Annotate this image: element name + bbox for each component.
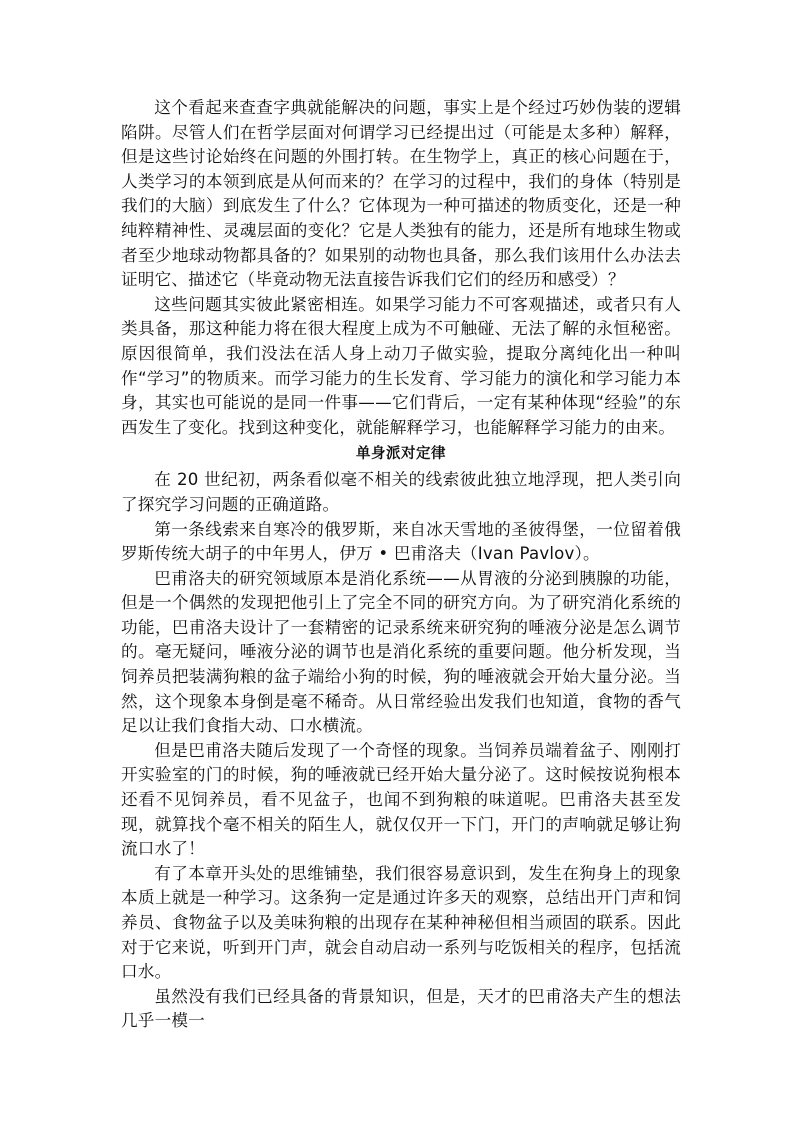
paragraph: 但是巴甫洛夫随后发现了一个奇怪的现象。当饲养员端着盆子、刚刚打开实验室的门的时候，狗的唾液就已经开始大量分泌了。这时候按说狗根本还看不见饲养员，看不见盆子，也闻不到狗粮的味道呢。巴甫洛夫甚至发现，就算找个毫不相关的陌生人，就仅仅开一下门，开门的声响就足够让狗流口水了！ [121, 740, 681, 859]
paragraph: 这些问题其实彼此紧密相连。如果学习能力不可客观描述，或者只有人类具备，那这种能力将在很大程度上成为不可触碰、无法了解的永恒秘密。原因很简单，我们没法在活人身上动刀子做实验，提取分离纯化出一种叫作“学习”的物质来。而学习能力的生长发育、学习能力的演化和学习能力本身，其实也可能说的是同一件事——它们背后，一定有某种体现“经验”的东西发生了变化。找到这种变化，就能解释学习，也能解释学习能力的由来。 [121, 294, 681, 437]
document-body [121, 96, 681, 1034]
paragraph: 第一条线索来自寒冷的俄罗斯，来自冰天雪地的圣彼得堡，一位留着俄罗斯传统大胡子的中年男人，伊万 • 巴甫洛夫（Ivan Pavlov）。 [121, 519, 681, 564]
paragraph: 在 20 世纪初，两条看似毫不相关的线索彼此独立地浮现，把人类引向了探究学习问题的正确道路。 [121, 470, 681, 514]
section-heading: 单身派对定律 [356, 446, 446, 463]
paragraph: 虽然没有我们已经具备的背景知识，但是，天才的巴甫洛夫产生的想法几乎一模一 [121, 986, 681, 1031]
paragraph: 这个看起来查查字典就能解决的问题，事实上是个经过巧妙伪装的逻辑陷阱。尽管人们在哲学层面对何谓学习已经提出过（可能是太多种）解释，但是这些讨论始终在问题的外围打转。在生物学上，真正的核心问题在于，人类学习的本领到底是从何而来的？在学习的过程中，我们的身体（特别是我们的大脑）到底发生了什么？它体现为一种可描述的物质变化，还是一种纯粹精神性、灵魂层面的变化？它是人类独有的能力，还是所有地球生物或者至少地球动物都具备的？如果别的动物也具备，那么我们该用什么办法去证明它、描述它（毕竟动物无法直接告诉我们它们的经历和感受）？ [121, 98, 681, 290]
paragraph: 有了本章开头处的思维铺垫，我们很容易意识到，发生在狗身上的现象本质上就是一种学习。这条狗一定是通过许多天的观察，总结出开门声和饲养员、食物盆子以及美味狗粮的出现存在某种神秘但相当顽固的联系。因此对于它来说，听到开门声，就会自动启动一系列与吃饭相关的程序，包括流口水。 [121, 863, 681, 982]
paragraph: 巴甫洛夫的研究领域原本是消化系统——从胃液的分泌到胰腺的功能，但是一个偶然的发现把他引上了完全不同的研究方向。为了研究消化系统的功能，巴甫洛夫设计了一套精密的记录系统来研究狗的唾液分泌是怎么调节的。毫无疑问，唾液分泌的调节也是消化系统的重要问题。他分析发现，当饲养员把装满狗粮的盆子端给小狗的时候，狗的唾液就会开始大量分泌。当然，这个现象本身倒是毫不稀奇。从日常经验出发我们也知道，食物的香气足以让我们食指大动、口水横流。 [121, 568, 681, 736]
